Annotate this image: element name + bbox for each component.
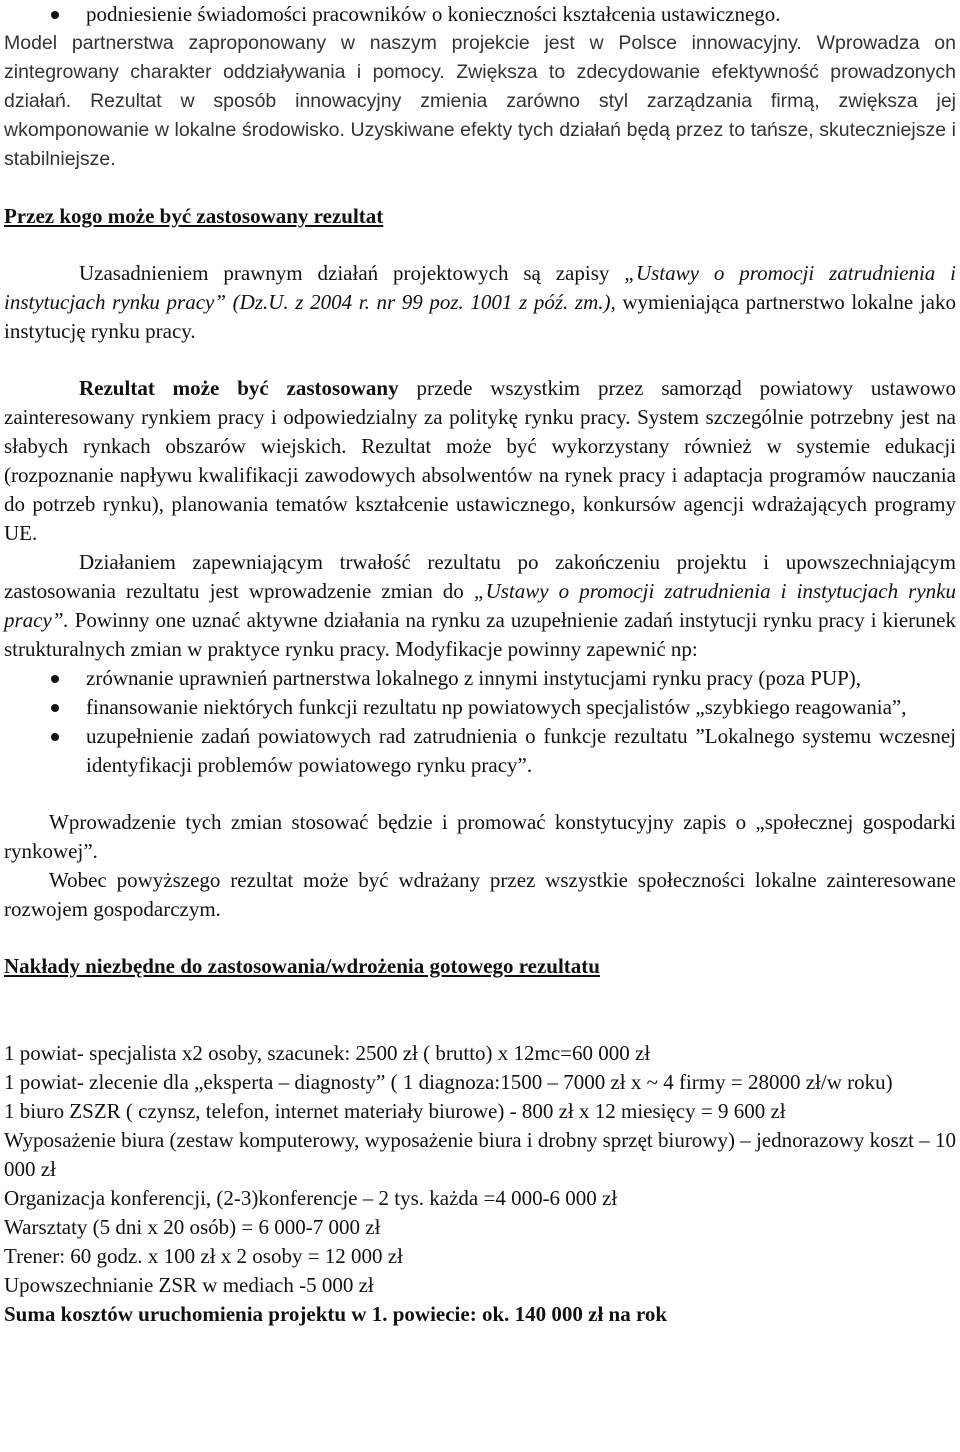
cost-line: Organizacja konferencji, (2-3)konferencje – 2 tys. każda =4 000-6 000 zł xyxy=(4,1186,618,1210)
intro-paragraph: Model partnerstwa zaproponowany w naszym projekcie jest w Polsce innowacyjny. Wprowadza on zintegrowany charakter oddziaływania i pomocy. Zwiększa to zdecydowanie efektywność prowadzonych działań. Rezultat w sposób innowacyjny zmienia zarówno styl zarządzania firmą, zwiększa jej wkomponowanie w lokalne środowisko. Uzyskiwane efekty tych działań będą przez to tańsze, skuteczniejsze i stabilniejsze. xyxy=(4,32,956,170)
modification-text: zrównanie uprawnień partnerstwa lokalnego z innymi instytucjami rynku pracy (poza PUP), xyxy=(86,666,862,690)
cost-list xyxy=(4,1039,956,1329)
sustainability-text-start: Działaniem zapewniającym trwałość rezultatu po zakończeniu projektu i upowszechniającym zastosowania rezultatu jest wprowadzenie zmian do xyxy=(4,550,956,603)
bullet-icon xyxy=(51,733,59,741)
cost-line: 1 biuro ZSZR ( czynsz, telefon, internet materiały biurowe) - 800 zł x 12 miesięcy = 9 600 zł xyxy=(4,1099,786,1123)
top-bullet-list xyxy=(4,0,956,29)
application-lead: Rezultat może być zastosowany xyxy=(79,376,399,400)
list-item xyxy=(4,664,956,693)
section-heading-who: Przez kogo może być zastosowany rezultat xyxy=(4,204,384,228)
community-paragraph: Wobec powyższego rezultat może być wdrażany przez wszystkie społeczności lokalne zainteresowane rozwojem gospodarczym. xyxy=(4,868,956,921)
list-item xyxy=(4,0,956,29)
application-paragraph xyxy=(4,374,956,548)
list-item xyxy=(4,722,956,780)
modifications-list xyxy=(4,664,956,780)
modification-text: finansowanie niektórych funkcji rezultatu np powiatowych specjalistów „szybkiego reagowania”, xyxy=(86,695,907,719)
bullet-text: podniesienie świadomości pracowników o konieczności kształcenia ustawicznego. xyxy=(86,2,781,26)
list-item xyxy=(4,693,956,722)
cost-line: Wyposażenie biura (zestaw komputerowy, wyposażenie biura i drobny sprzęt biurowy) – jednorazowy koszt – 10 000 zł xyxy=(4,1128,957,1181)
section-heading-costs: Nakłady niezbędne do zastosowania/wdrożenia gotowego rezultatu xyxy=(4,954,600,978)
cost-line: 1 powiat- specjalista x2 osoby, szacunek: 2500 zł ( brutto) x 12mc=60 000 zł xyxy=(4,1041,651,1065)
cost-line: Trener: 60 godz. x 100 zł x 2 osoby = 12 000 zł xyxy=(4,1244,403,1268)
cost-total: Suma kosztów uruchomienia projektu w 1. powiecie: ok. 140 000 zł na rok xyxy=(4,1302,668,1326)
modification-text: uzupełnienie zadań powiatowych rad zatrudnienia o funkcje rezultatu ”Lokalnego systemu wczesnej identyfikacji problemów powiatowego rynku pracy”. xyxy=(86,724,956,777)
constitution-paragraph: Wprowadzenie tych zmian stosować będzie i promować konstytucyjny zapis o „społecznej gospodarki rynkowej”. xyxy=(4,810,956,863)
application-text: przede wszystkim przez samorząd powiatowy ustawowo zainteresowany rynkiem pracy i odpowiedzialny za politykę rynku pracy. System szczególnie potrzebny jest na słabych rynkach obszarów wiejskich. Rezultat może być wykorzystany również w systemie edukacji (rozpoznanie napływu kwalifikacji zawodowych absolwentów na rynek pracy i adaptacja programów nauczania do potrzeb rynku), planowania tematów kształcenie ustawicznego, konkursów agencji wdrażających programy UE. xyxy=(4,376,957,545)
legal-basis-citation: „Ustawy o promocji zatrudnienia i instytucjach rynku pracy” (Dz.U. z 2004 r. nr 99 poz. 1001 z póź. zm.), xyxy=(4,261,956,314)
sustainability-text-end: Powinny one uznać aktywne działania na rynku za uzupełnienie zadań instytucji rynku pracy i kierunek strukturalnych zmian w praktyce rynku pracy. Modyfikacje powinny zapewnić np: xyxy=(4,608,956,661)
legal-basis-text-start: Uzasadnieniem prawnym działań projektowych są zapisy xyxy=(79,261,625,285)
cost-line: Warsztaty (5 dni x 20 osób) = 6 000-7 000 zł xyxy=(4,1215,381,1239)
sustainability-citation: „Ustawy o promocji zatrudnienia i instytucjach rynku pracy”. xyxy=(4,579,956,632)
bullet-icon xyxy=(51,704,59,712)
sustainability-paragraph xyxy=(4,548,956,664)
legal-basis-paragraph xyxy=(4,259,956,346)
cost-line: Upowszechnianie ZSR w mediach -5 000 zł xyxy=(4,1273,374,1297)
document-page xyxy=(4,0,956,1329)
legal-basis-text-end: wymieniająca partnerstwo lokalne jako instytucję rynku pracy. xyxy=(4,290,956,343)
bullet-icon xyxy=(51,675,59,683)
bullet-icon xyxy=(51,11,59,19)
cost-line: 1 powiat- zlecenie dla „eksperta – diagnosty” ( 1 diagnoza:1500 – 7000 zł x ~ 4 firmy = 28000 zł/w roku) xyxy=(4,1070,893,1094)
